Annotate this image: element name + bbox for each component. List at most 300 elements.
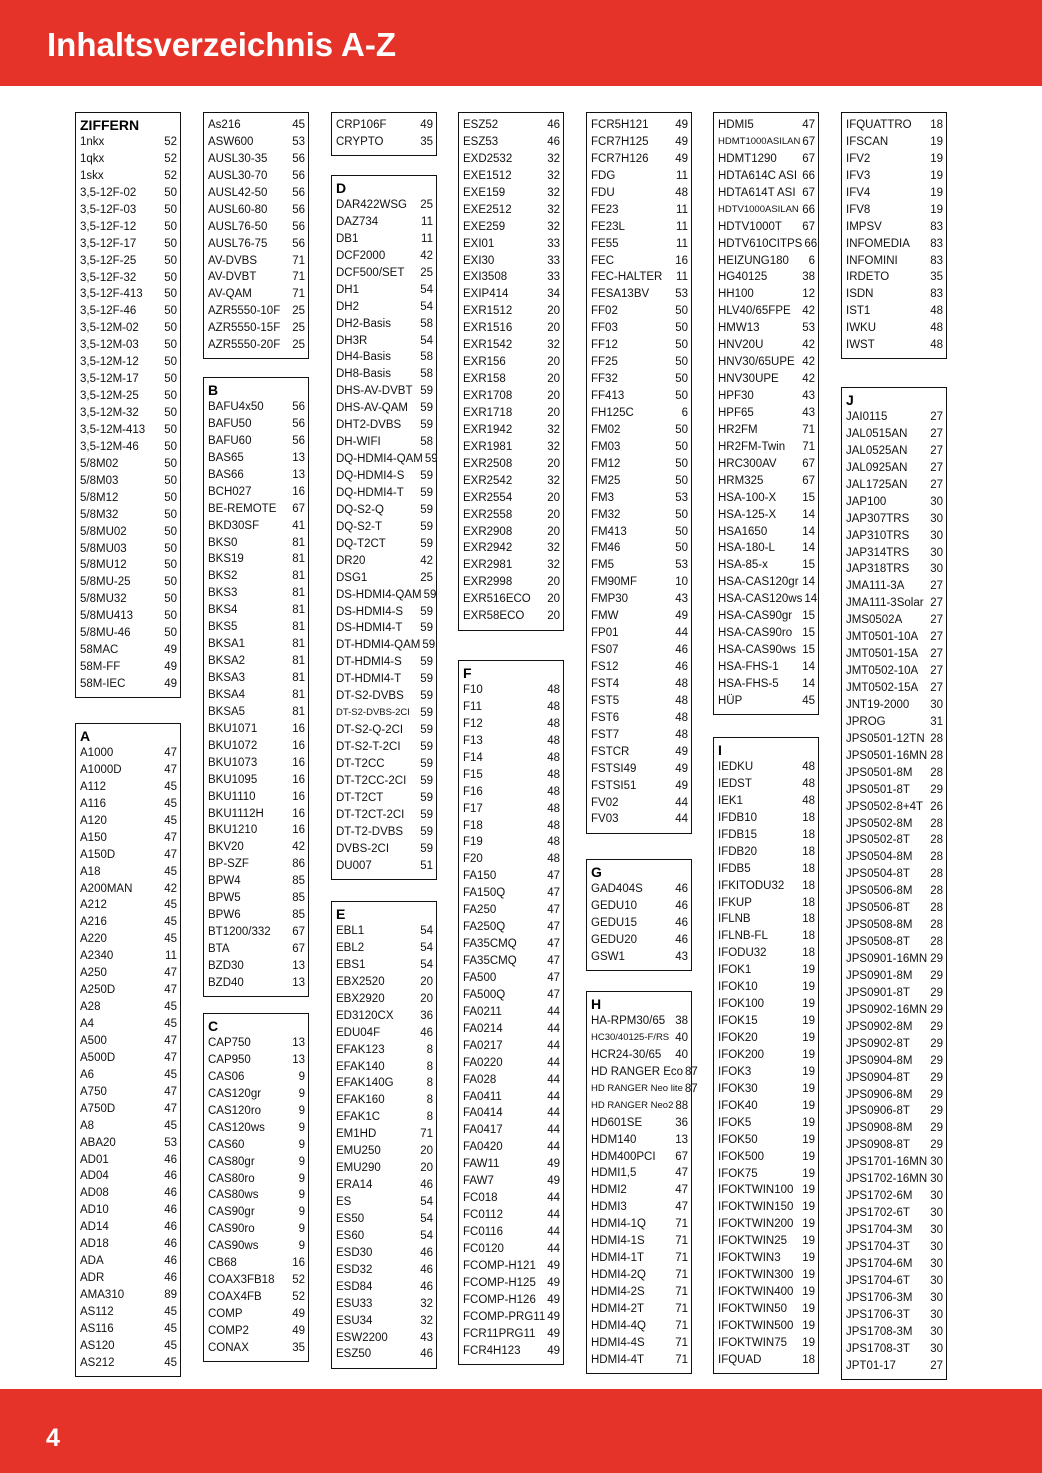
entry-name: BP-SZF <box>208 858 249 871</box>
entry-name: 1skx <box>80 169 104 182</box>
index-entry <box>463 1055 560 1072</box>
index-entry <box>718 793 815 810</box>
entry-page: 66 <box>802 203 815 216</box>
entry-name: JPS0908-8M <box>846 1122 913 1135</box>
index-entry <box>591 881 688 898</box>
index-entry <box>591 1182 688 1199</box>
index-entry <box>208 535 305 552</box>
entry-name: 5/8M02 <box>80 457 119 470</box>
entry-name: AD08 <box>80 1187 109 1200</box>
entry-page: 44 <box>547 1141 560 1154</box>
index-entry <box>208 117 305 134</box>
entry-page: 20 <box>547 508 560 521</box>
index-entry <box>80 625 177 642</box>
index-entry <box>463 885 560 902</box>
entry-name: FA35CMQ <box>463 955 517 967</box>
entry-name: BKU1071 <box>208 722 258 735</box>
entry-name: HDTA614T ASI <box>718 186 796 199</box>
entry-name: JMA111-3A <box>846 580 905 593</box>
entry-page: 38 <box>675 1015 688 1027</box>
entry-name: DT-T2CT <box>336 791 384 804</box>
entry-page: 27 <box>930 597 943 610</box>
entry-page: 59 <box>420 520 433 533</box>
entry-name: DU007 <box>336 859 372 872</box>
index-entry <box>718 253 815 270</box>
index-entry <box>591 507 688 524</box>
index-entry <box>846 1137 943 1154</box>
entry-name: AD01 <box>80 1153 109 1166</box>
entry-name: CAS80ws <box>208 1189 259 1202</box>
entry-name: FE23L <box>591 220 625 233</box>
index-entry <box>591 676 688 693</box>
entry-name: EXR1942 <box>463 423 513 436</box>
entry-page: 59 <box>420 707 433 720</box>
entry-page: 49 <box>675 119 688 131</box>
index-entry <box>80 253 177 270</box>
entry-page: 58 <box>420 368 433 381</box>
index-group-i <box>713 737 819 1374</box>
entry-name: HNV30UPE <box>718 373 779 386</box>
entry-page: 20 <box>547 322 560 335</box>
entry-name: ESW2200 <box>336 1331 388 1344</box>
index-entry <box>591 1250 688 1267</box>
entry-name: BKU1073 <box>208 756 258 769</box>
index-entry <box>846 269 943 286</box>
entry-name: A4 <box>80 1018 95 1030</box>
entry-page: 9 <box>298 1240 305 1253</box>
entry-name: DT-S2-DVBS-2CI <box>336 707 410 719</box>
entry-name: HNV20U <box>718 339 764 352</box>
entry-name: 3,5-12F-25 <box>80 254 137 267</box>
entry-page: 35 <box>930 271 943 284</box>
entry-name: ED3120CX <box>336 1009 394 1022</box>
entry-page: 47 <box>675 1184 688 1197</box>
entry-name: IFSCAN <box>846 135 889 148</box>
entry-page: 47 <box>547 870 560 883</box>
entry-page: 30 <box>930 1207 943 1220</box>
index-entry <box>208 1255 305 1272</box>
entry-page: 18 <box>930 119 943 131</box>
index-entry <box>336 519 433 536</box>
entry-name: EBL2 <box>336 941 365 954</box>
index-entry <box>80 1033 177 1050</box>
index-entry <box>846 1053 943 1070</box>
index-entry <box>591 811 688 828</box>
entry-page: 83 <box>930 220 943 233</box>
entry-page: 35 <box>420 135 433 148</box>
entry-page: 44 <box>547 1005 560 1018</box>
index-entry <box>80 745 177 762</box>
index-entry <box>463 1021 560 1038</box>
index-entry <box>591 744 688 761</box>
index-entry <box>591 659 688 676</box>
entry-name: INFOMEDIA <box>846 237 910 250</box>
entry-page: 42 <box>420 554 433 567</box>
entry-page: 19 <box>930 203 943 216</box>
index-group-continued <box>203 112 309 359</box>
index-entry <box>591 337 688 354</box>
index-entry <box>463 591 560 608</box>
entry-name: 3,5-12F-02 <box>80 186 137 199</box>
index-entry <box>591 439 688 456</box>
index-entry <box>463 1343 560 1360</box>
entry-name: JPS0908-8T <box>846 1139 910 1152</box>
index-entry <box>463 269 560 286</box>
index-entry <box>591 625 688 642</box>
entry-page: 45 <box>164 797 177 810</box>
entry-page: 54 <box>420 1196 433 1208</box>
entry-name: DAR422WSG <box>336 199 407 211</box>
entry-page: 48 <box>675 677 688 690</box>
index-entry <box>591 524 688 541</box>
entry-page: 28 <box>930 919 943 932</box>
entry-page: 20 <box>547 390 560 402</box>
index-entry <box>463 1326 560 1343</box>
entry-page: 59 <box>420 605 433 618</box>
entry-page: 27 <box>930 665 943 678</box>
index-entry <box>591 354 688 371</box>
index-entry <box>846 202 943 219</box>
entry-page: 53 <box>802 322 815 335</box>
index-entry <box>846 426 943 443</box>
entry-name: AS212 <box>80 1356 115 1369</box>
entry-page: 25 <box>292 322 305 335</box>
entry-page: 81 <box>292 655 305 668</box>
entry-page: 30 <box>930 1274 943 1287</box>
entry-page: 14 <box>802 525 815 538</box>
entry-name: FST5 <box>591 694 620 707</box>
entry-page: 43 <box>675 950 688 963</box>
entry-name: FA0214 <box>463 1022 503 1035</box>
index-entry <box>591 1335 688 1352</box>
entry-page: 42 <box>164 882 177 895</box>
index-entry <box>591 422 688 439</box>
entry-name: HDMI4-4T <box>591 1353 645 1366</box>
index-entry <box>846 477 943 494</box>
entry-name: 3,5-12F-17 <box>80 237 137 250</box>
entry-name: DQ-S2-T <box>336 520 382 533</box>
entry-page: 66 <box>804 237 818 250</box>
index-group-j <box>841 387 947 1380</box>
entry-name: COMP2 <box>208 1324 249 1337</box>
index-entry <box>718 557 815 574</box>
index-entry <box>718 1182 815 1199</box>
index-entry <box>591 1132 688 1149</box>
index-entry <box>718 861 815 878</box>
index-entry <box>718 236 818 253</box>
entry-page: 50 <box>164 627 177 640</box>
entry-name: DVBS-2CI <box>336 842 390 855</box>
entry-page: 59 <box>420 402 433 415</box>
entry-name: IFOK100 <box>718 998 765 1011</box>
index-entry <box>463 902 560 919</box>
entry-page: 8 <box>426 1043 433 1056</box>
entry-name: AZR5550-10F <box>208 305 281 318</box>
entry-page: 41 <box>292 519 305 532</box>
entry-page: 18 <box>802 1353 815 1366</box>
entry-page: 46 <box>420 1179 433 1192</box>
index-entry <box>846 1290 943 1307</box>
entry-page: 52 <box>292 1274 305 1287</box>
index-entry <box>718 945 815 962</box>
entry-name: JPS0501-16MN <box>846 749 928 762</box>
index-entry <box>208 320 305 337</box>
entry-page: 85 <box>292 875 305 888</box>
index-entry <box>208 1204 305 1221</box>
entry-name: HCR24-30/65 <box>591 1048 662 1061</box>
entry-name: F20 <box>463 853 483 866</box>
entry-page: 52 <box>164 136 177 148</box>
index-entry <box>336 1160 433 1177</box>
entry-name: A1000 <box>80 747 114 759</box>
entry-name: EXR2508 <box>463 457 513 470</box>
entry-page: 45 <box>802 694 815 707</box>
entry-name: F15 <box>463 768 483 781</box>
entry-page: 44 <box>547 1209 560 1222</box>
entry-page: 19 <box>802 1319 815 1332</box>
index-entry <box>718 490 815 507</box>
index-entry <box>718 878 815 895</box>
entry-page: 47 <box>675 1167 688 1180</box>
index-entry <box>208 806 305 823</box>
index-entry <box>80 236 177 253</box>
entry-page: 47 <box>164 1034 177 1047</box>
index-entry <box>846 900 943 917</box>
group-heading: C <box>208 1018 219 1034</box>
entry-page: 46 <box>164 1238 177 1251</box>
entry-name: EXR1516 <box>463 322 513 335</box>
entry-page: 15 <box>802 610 815 623</box>
index-entry <box>80 1321 177 1338</box>
entry-name: BKSA4 <box>208 688 246 701</box>
entry-name: IFOK30 <box>718 1082 758 1095</box>
entry-page: 49 <box>420 119 433 131</box>
index-entry <box>336 485 433 502</box>
entry-name: 5/8MU03 <box>80 542 127 555</box>
entry-page: 30 <box>930 1190 943 1203</box>
index-entry <box>336 654 433 671</box>
entry-page: 27 <box>930 614 943 627</box>
entry-name: CAP750 <box>208 1037 251 1049</box>
index-entry <box>718 168 815 185</box>
index-group-e <box>331 901 437 1369</box>
index-entry <box>336 248 433 265</box>
entry-name: BKU1112H <box>208 807 264 820</box>
index-entry <box>463 1004 560 1021</box>
entry-page: 48 <box>675 711 688 724</box>
entry-name: EXE2512 <box>463 203 512 216</box>
entry-name: FM46 <box>591 542 621 555</box>
entry-name: AD18 <box>80 1238 109 1251</box>
entry-name: EXR156 <box>463 356 506 369</box>
entry-page: 49 <box>547 1276 560 1289</box>
entry-page: 36 <box>675 1116 688 1129</box>
entry-name: 58M-FF <box>80 661 121 674</box>
index-entry <box>463 868 560 885</box>
index-entry <box>591 1149 688 1166</box>
entry-name: IFOKTWIN25 <box>718 1235 788 1248</box>
index-entry <box>208 269 305 286</box>
index-entry <box>208 1103 305 1120</box>
entry-page: 27 <box>930 682 943 694</box>
entry-page: 50 <box>164 440 177 453</box>
entry-page: 49 <box>547 1158 560 1171</box>
entry-page: 19 <box>930 135 943 148</box>
entry-name: HD RANGER Neo2 <box>591 1099 674 1111</box>
entry-page: 29 <box>930 1003 943 1016</box>
entry-page: 40 <box>675 1031 688 1044</box>
entry-name: HSA-CAS90ro <box>718 627 793 640</box>
entry-name: GSW1 <box>591 950 625 963</box>
entry-name: F11 <box>463 700 482 713</box>
entry-name: A500D <box>80 1051 116 1064</box>
entry-page: 29 <box>930 986 943 999</box>
index-entry <box>336 117 433 134</box>
entry-name: HDMI1,5 <box>591 1167 637 1180</box>
entry-name: HR2FM <box>718 423 758 436</box>
index-entry <box>591 134 688 151</box>
index-entry <box>80 1304 177 1321</box>
index-entry <box>846 1087 943 1104</box>
entry-page: 49 <box>547 1327 560 1340</box>
entry-name: FA0420 <box>463 1141 503 1154</box>
entry-page: 83 <box>930 237 943 250</box>
entry-name: IFDB20 <box>718 845 757 858</box>
entry-name: FF32 <box>591 373 618 386</box>
entry-name: EXR2542 <box>463 474 513 487</box>
index-entry <box>208 839 305 856</box>
entry-name: FCR7H126 <box>591 152 649 165</box>
index-entry <box>718 185 815 202</box>
entry-page: 29 <box>930 1037 943 1050</box>
entry-name: COAX4FB <box>208 1291 262 1304</box>
entry-page: 47 <box>164 1102 177 1115</box>
index-entry <box>591 778 688 795</box>
entry-name: JMT0502-15A <box>846 682 919 694</box>
entry-name: HSA-85-x <box>718 559 768 572</box>
index-entry <box>718 676 815 693</box>
entry-page: 56 <box>292 169 305 182</box>
entry-name: BAFU60 <box>208 434 252 447</box>
group-heading: ZIFFERN <box>80 117 140 133</box>
index-entry <box>591 1267 688 1284</box>
entry-name: CAS90ws <box>208 1240 259 1253</box>
index-entry <box>208 1221 305 1238</box>
entry-name: 5/8MU-46 <box>80 627 131 640</box>
entry-name: DHT2-DVBS <box>336 419 402 432</box>
entry-page: 45 <box>164 1339 177 1352</box>
entry-name: A500 <box>80 1034 107 1047</box>
index-entry <box>718 574 815 591</box>
entry-name: 5/8MU-25 <box>80 576 131 589</box>
index-group-continued <box>586 112 692 834</box>
entry-page: 58 <box>420 436 433 449</box>
entry-name: CONAX <box>208 1341 249 1354</box>
entry-name: DH8-Basis <box>336 368 391 381</box>
entry-page: 19 <box>802 1150 815 1163</box>
entry-name: FESA13BV <box>591 288 650 301</box>
entry-name: HDMI4-2T <box>591 1302 645 1315</box>
entry-page: 56 <box>292 237 305 250</box>
index-entry <box>336 991 433 1008</box>
entry-name: DT-HDMI4-QAM <box>336 639 421 652</box>
entry-page: 50 <box>164 423 177 436</box>
entry-name: HDMI4-1T <box>591 1252 645 1265</box>
entry-name: EFAK123 <box>336 1043 385 1056</box>
index-entry <box>80 897 177 914</box>
entry-page: 9 <box>298 1104 305 1117</box>
entry-page: 52 <box>292 1291 305 1304</box>
entry-name: FA35CMQ <box>463 938 517 951</box>
index-entry <box>846 1002 943 1019</box>
index-entry <box>208 1052 305 1069</box>
index-entry <box>336 333 433 350</box>
index-entry <box>336 553 433 570</box>
entry-page: 25 <box>292 305 305 318</box>
entry-page: 48 <box>547 802 560 815</box>
index-entry <box>846 134 943 151</box>
entry-name: FCR4H123 <box>463 1344 521 1357</box>
entry-page: 32 <box>547 440 560 453</box>
entry-name: GAD404S <box>591 883 643 895</box>
entry-name: BKS4 <box>208 604 238 617</box>
entry-name: EXR158 <box>463 373 506 386</box>
index-entry <box>80 490 177 507</box>
entry-name: HSA-100-X <box>718 491 777 504</box>
entry-page: 67 <box>675 1150 688 1163</box>
entry-page: 49 <box>547 1259 560 1272</box>
entry-name: JPS0506-8M <box>846 885 913 898</box>
index-entry <box>80 303 177 320</box>
index-entry <box>846 866 943 883</box>
index-entry <box>846 714 943 731</box>
entry-name: JPS0904-8M <box>846 1054 913 1067</box>
entry-page: 44 <box>675 627 688 640</box>
entry-page: 46 <box>164 1272 177 1285</box>
entry-page: 71 <box>675 1286 688 1298</box>
entry-name: EFAK160 <box>336 1094 385 1107</box>
entry-page: 44 <box>547 1056 560 1069</box>
entry-name: IFOK1 <box>718 964 752 977</box>
entry-name: HSA-FHS-1 <box>718 661 779 673</box>
entry-name: FCOMP-H121 <box>463 1259 536 1272</box>
entry-page: 86 <box>292 858 305 871</box>
entry-page: 46 <box>675 916 688 929</box>
entry-page: 54 <box>420 334 433 347</box>
entry-page: 49 <box>547 1310 561 1323</box>
entry-page: 59 <box>420 774 433 787</box>
entry-page: 59 <box>420 741 433 753</box>
index-entry <box>846 917 943 934</box>
index-entry <box>80 931 177 948</box>
entry-page: 45 <box>164 1305 177 1318</box>
index-entry <box>80 1050 177 1067</box>
entry-name: A2340 <box>80 950 114 963</box>
entry-page: 59 <box>420 757 433 770</box>
index-entry <box>846 561 943 578</box>
index-entry <box>80 982 177 999</box>
entry-page: 46 <box>164 1187 177 1200</box>
entry-name: DHS-AV-QAM <box>336 402 408 415</box>
entry-name: ES50 <box>336 1212 365 1225</box>
entry-page: 44 <box>675 796 688 809</box>
entry-name: DS-HDMI4-T <box>336 622 403 635</box>
entry-page: 59 <box>420 808 433 821</box>
index-entry <box>80 830 177 847</box>
entry-page: 48 <box>802 777 815 790</box>
entry-page: 71 <box>802 423 815 436</box>
entry-name: ESD84 <box>336 1280 373 1293</box>
